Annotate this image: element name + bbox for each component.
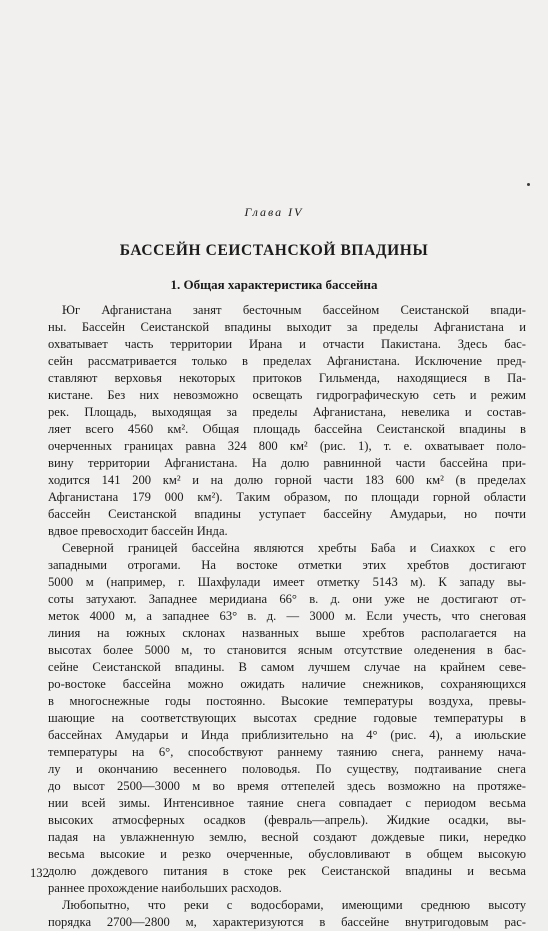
section-title: 1. Общая характеристика бассейна [170, 277, 378, 292]
text-line: нии всей зимы. Интенсивное таяние снега совпадает с периодом весьма [48, 796, 526, 810]
chapter-title: БАССЕЙН СЕИСТАНСКОЙ ВПАДИНЫ [119, 242, 429, 259]
text-line: бассейнах Амударьи и Инда приблизительно на 4° (рис. 4), а июльские [48, 728, 526, 742]
text-line: сейн рассматривается только в пределах Афганистана. Исключение пред- [48, 354, 526, 368]
text-line: лу и окончанию весеннего половодья. По существу, подтаивание снега [48, 762, 526, 776]
text-line: очерченных границах равна 324 800 км² (рис. 1), т. е. охватывает поло- [48, 439, 526, 453]
text-line: ро-востоке бассейна можно ожидать наличие снежников, сохраняющихся [48, 677, 526, 691]
text-line: высотах более 5000 м, то становится ясным отсутствие оледенения в бас- [48, 643, 526, 657]
text-line: до высот 2500—3000 м во время оттепелей здесь возможно на протяже- [48, 779, 526, 793]
text-line: западными отрогами. На востоке отметки этих хребтов достигают [48, 558, 526, 572]
text-line: сейне Сеистанской впадины. В самом лучшем случае на крайнем севе- [48, 660, 526, 674]
text-line: меток 4000 м, а западнее 63° в. д. — 3000 м. Если учесть, что снеговая [48, 609, 526, 623]
text-line: кистане. Без них невозможно освещать гидрографическую сеть и режим [48, 388, 526, 402]
text-line: ходится 141 200 км² и на долю горной части 183 600 км² (в пределах [48, 473, 526, 487]
text-line: Северной границей бассейна являются хребты Баба и Сиахкох с его [62, 541, 526, 555]
text-line: соты затухают. Западнее меридиана 66° в. д. они уже не достигают от- [48, 592, 526, 606]
body-text [48, 302, 526, 931]
text-line: бассейн Сеистанской впадины уступает бассейну Амударьи, но почти [48, 507, 526, 521]
text-line: в многоснежные годы постоянно. Высокие температуры воздуха, превы- [48, 694, 526, 708]
text-line: ны. Бассейн Сеистанской впадины выходит за пределы Афганистана и [48, 320, 526, 334]
text-line: порядка 2700—2800 м, характеризуются в бассейне внутригодовым рас- [48, 915, 526, 929]
text-line: линия на южных склонах названных выше хребтов располагается на [48, 626, 526, 640]
text-line: раннее прохождение наибольших расходов. [48, 881, 282, 895]
text-line: Любопытно, что реки с водосборами, имеющими среднюю высоту [62, 898, 526, 912]
text-line: шающие на соответствующих высотах средние годовые температуры в [48, 711, 526, 725]
text-line: охватывает часть территории Ирана и отчасти Пакистана. Здесь бас- [48, 337, 526, 351]
text-line: ляет всего 4560 км². Общая площадь бассейна Сеистанской впадины в [48, 422, 526, 436]
text-line: Юг Афганистана занят бесточным бассейном Сеистанской впади- [62, 303, 526, 317]
text-line: температуры на 6°, способствуют раннему таянию снега, раннему нача- [48, 745, 526, 759]
text-line: долю дождевого питания в стоке рек Сеистанской впадины и весьма [48, 864, 526, 878]
print-speck [527, 183, 530, 186]
text-line: вдвое превосходит бассейн Инда. [48, 524, 228, 538]
chapter-label: Глава IV [244, 205, 304, 219]
text-line: ставляют верховья некоторых притоков Гильменда, находящиеся в Па- [48, 371, 526, 385]
text-line: высоких атмосферных осадков (февраль—апрель). Жидкие осадки, вы- [48, 813, 526, 827]
text-line: 5000 м (например, г. Шахфулади имеет отметку 5143 м). К западу вы- [48, 575, 526, 589]
text-line: падая на увлажненную землю, весной создают дождевые пики, нередко [48, 830, 526, 844]
page-number: 132 [30, 866, 49, 880]
text-line: весьма высокие и резко очерченные, обусловливают в общем высокую [48, 847, 526, 861]
text-line: рек. Площадь, выходящая за пределы Афганистана, невелика и состав- [48, 405, 526, 419]
text-line: Афганистана 179 000 км²). Таким образом, по площади горной области [48, 490, 526, 504]
text-line: вину территории Афганистана. На долю равнинной части бассейна при- [48, 456, 526, 470]
